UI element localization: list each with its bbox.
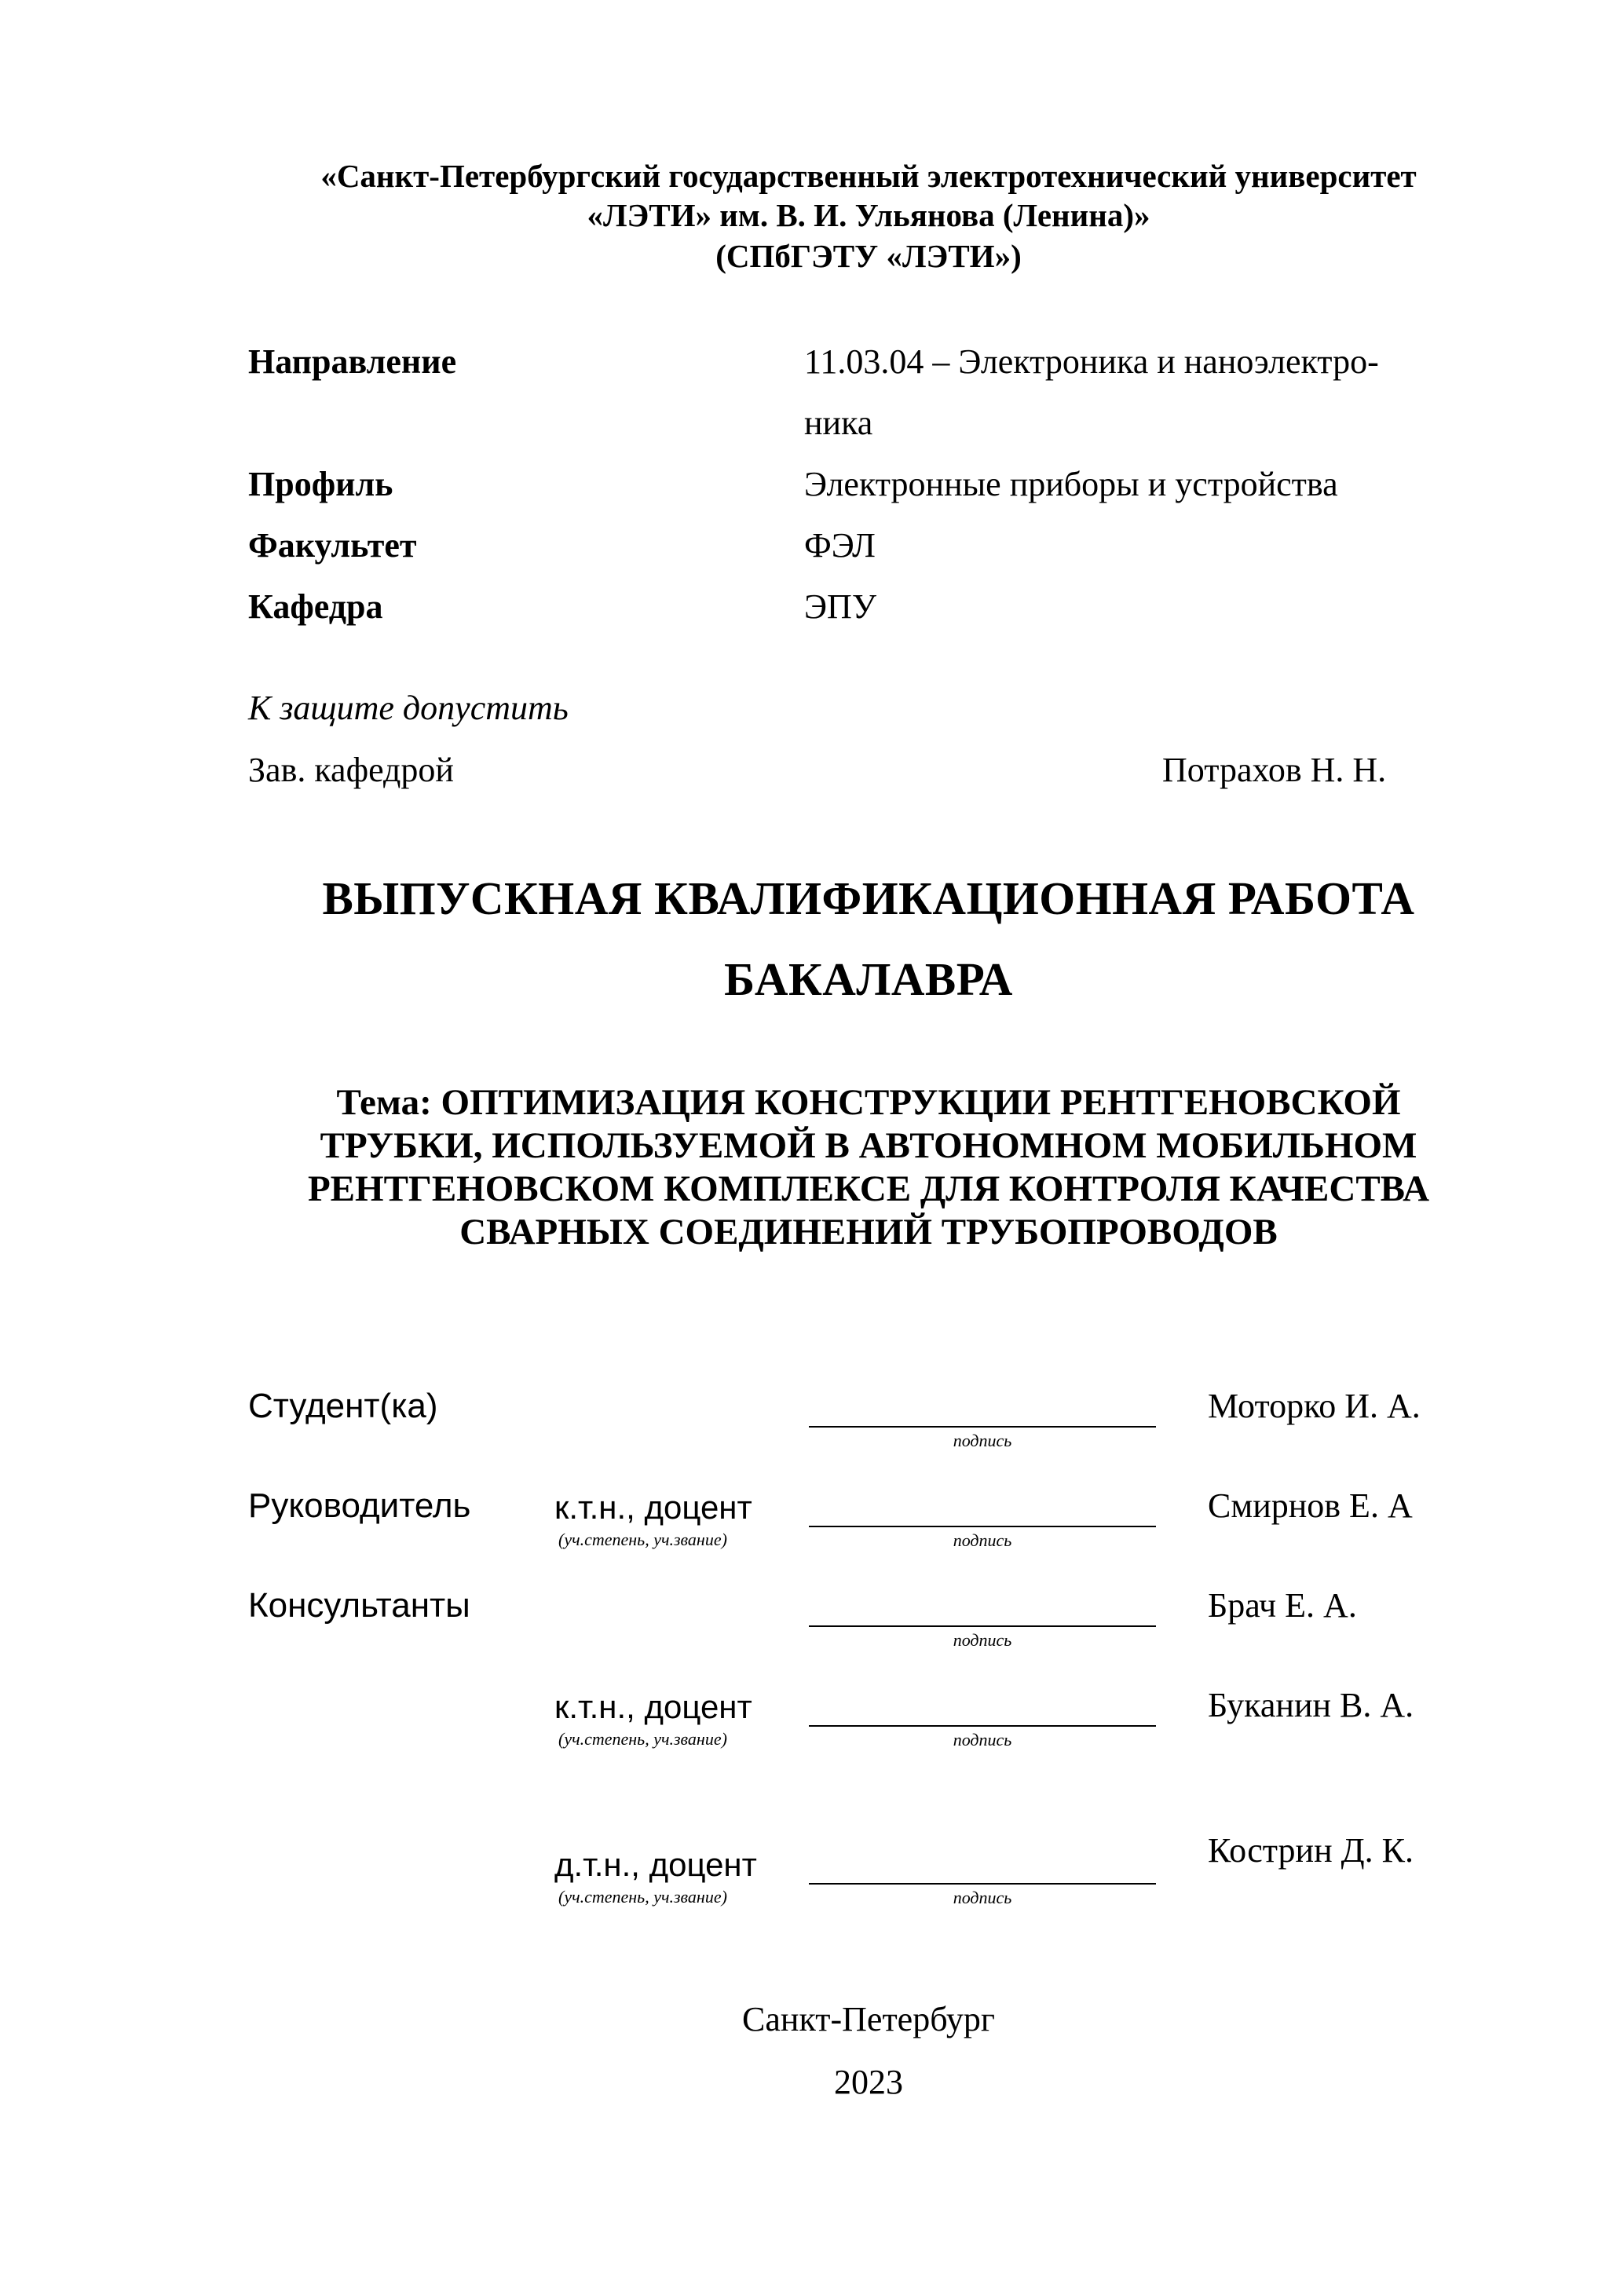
consultant-2-signature-caption: подпись xyxy=(953,1730,1012,1749)
university-abbreviation: (СПбГЭТУ «ЛЭТИ») xyxy=(715,238,1022,274)
consultant-2-signature-line xyxy=(809,1725,1156,1727)
supervisor-degree: к.т.н., доцент xyxy=(554,1489,752,1526)
direction-value-line-1: 11.03.04 – Электроника и наноэлектро- xyxy=(804,342,1379,381)
consultant-3-signature-line xyxy=(809,1883,1156,1885)
supervisor-signature-line xyxy=(809,1526,1156,1527)
topic-line-4: СВАРНЫХ СОЕДИНЕНИЙ ТРУБОПРОВОДОВ xyxy=(459,1212,1278,1252)
faculty-label: Факультет xyxy=(248,526,417,565)
admit-to-defense: К защите допустить xyxy=(248,689,569,727)
direction-label: Направление xyxy=(248,342,457,381)
faculty-value: ФЭЛ xyxy=(804,526,876,565)
university-name-line-2: «ЛЭТИ» им. В. И. Ульянова (Ленина)» xyxy=(587,197,1150,233)
consultant-3-degree: д.т.н., доцент xyxy=(554,1846,757,1883)
consultant-1-name: Брач Е. А. xyxy=(1208,1586,1357,1625)
consultant-1-signature-caption: подпись xyxy=(953,1630,1012,1650)
head-of-department-role: Зав. кафедрой xyxy=(248,751,454,789)
consultant-1-signature-line xyxy=(809,1625,1156,1627)
supervisor-signature-caption: подпись xyxy=(953,1530,1012,1550)
student-role: Студент(ка) xyxy=(248,1387,438,1425)
topic-line-2: ТРУБКИ, ИСПОЛЬЗУЕМОЙ В АВТОНОМНОМ МОБИЛЬНОМ xyxy=(320,1125,1417,1166)
supervisor-role: Руководитель xyxy=(248,1486,471,1525)
topic-line-1: Тема: ОПТИМИЗАЦИЯ КОНСТРУКЦИИ РЕНТГЕНОВСКОЙ xyxy=(336,1082,1401,1123)
profile-label: Профиль xyxy=(248,465,393,503)
topic-line-3: РЕНТГЕНОВСКОМ КОМПЛЕКСЕ ДЛЯ КОНТРОЛЯ КАЧЕСТВА xyxy=(307,1168,1430,1209)
consultants-role: Консультанты xyxy=(248,1586,470,1625)
consultant-3-degree-caption: (уч.степень, уч.звание) xyxy=(558,1887,727,1907)
consultant-3-signature-caption: подпись xyxy=(953,1888,1012,1907)
direction-value-line-2: ника xyxy=(804,404,873,442)
work-title-line-1: ВЫПУСКНАЯ КВАЛИФИКАЦИОННАЯ РАБОТА xyxy=(322,872,1415,924)
student-name: Моторко И. А. xyxy=(1208,1387,1421,1425)
department-label: Кафедра xyxy=(248,587,383,626)
supervisor-degree-caption: (уч.степень, уч.звание) xyxy=(558,1530,727,1549)
university-name-line-1: «Санкт-Петербургский государственный электротехнический университет xyxy=(320,158,1417,194)
consultant-2-name: Буканин В. А. xyxy=(1208,1686,1414,1724)
consultant-2-degree: к.т.н., доцент xyxy=(554,1688,752,1725)
head-of-department-name: Потрахов Н. Н. xyxy=(1162,751,1387,789)
city: Санкт-Петербург xyxy=(742,2000,995,2038)
profile-value: Электронные приборы и устройства xyxy=(804,465,1338,503)
department-value: ЭПУ xyxy=(804,587,876,626)
student-signature-caption: подпись xyxy=(953,1431,1012,1450)
year: 2023 xyxy=(834,2063,903,2101)
consultant-2-degree-caption: (уч.степень, уч.звание) xyxy=(558,1729,727,1749)
student-signature-line xyxy=(809,1426,1156,1428)
supervisor-name: Смирнов Е. А xyxy=(1208,1486,1413,1525)
work-title-line-2: БАКАЛАВРА xyxy=(724,953,1013,1005)
consultant-3-name: Кострин Д. К. xyxy=(1208,1831,1414,1870)
